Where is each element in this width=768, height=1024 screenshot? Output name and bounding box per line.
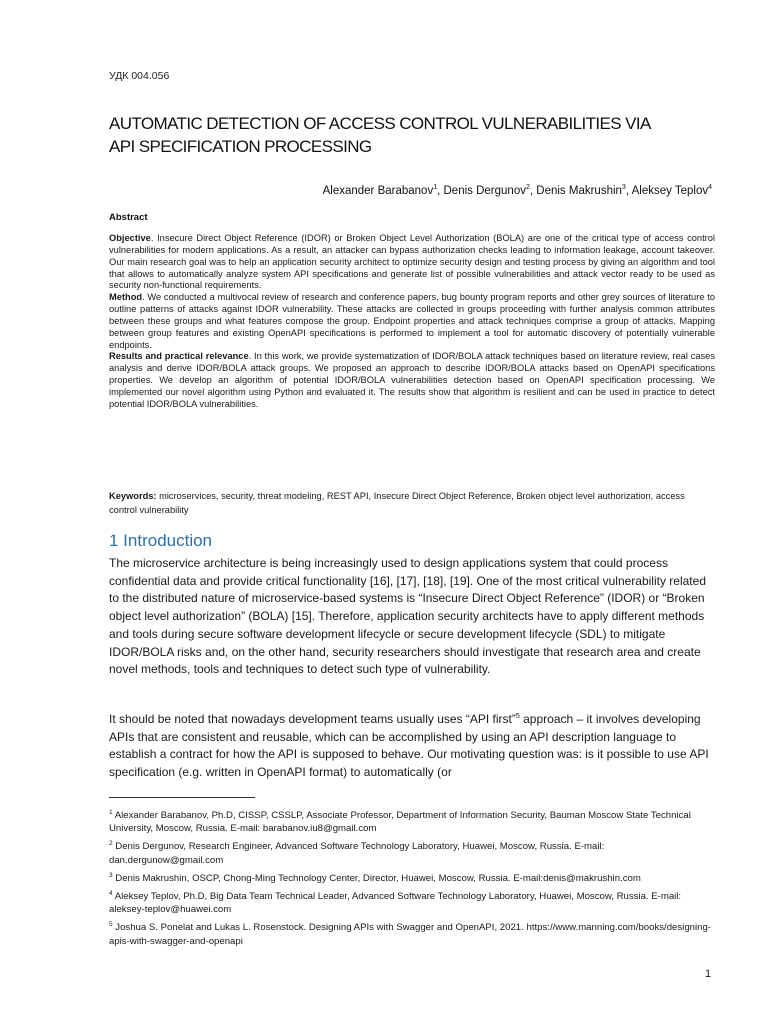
abstract-objective: Objective. Insecure Direct Object Reference (IDOR) or Broken Object Level Authorization (BOLA) are one of the critical type of access control vulnerabilities for modern applications. As a result, an attacker can bypass authorization checks leading to information leakage, account takeover. Our main research goal was to help an application security architect to optimize security design and testing process by giving an algorithm and tool that allows to automatically analyze system API specifications and generate list of possible vulnerabilities and attack vector ready to be used as security non-functional requirements. <box>109 233 715 291</box>
footnote-mark: 3 <box>621 184 626 191</box>
footnote-mark: 4 <box>708 184 712 191</box>
keywords-label: Keywords: <box>109 491 157 501</box>
abstract-results: Results and practical relevance. In this work, we provide systematization of IDOR/BOLA attack techniques based on literature review, real cases analysis and derive IDOR/BOLA attack groups. We proposed an approach to describe IDOR/BOLA attacks based on OpenAPI specifications properties. We develop an algorithm of potential IDOR/BOLA vulnerabilities detection based on OpenAPI specification processing. We implemented our novel algorithm using Python and evaluated it. The results show that algorithm is resilient and can be used in practice to detect potential IDOR/BOLA vulnerabilities. <box>109 351 715 409</box>
introduction-paragraph: The microservice architecture is being increasingly used to design applications system that could process confidential data and provide critical functionality [16], [17], [18], [19]. One of the most critical vulnerability related to the distributed nature of microservice-based systems is “Insecure Direct Object Reference” (IDOR) or “Broken object level authorization” (BOLA) [15]. Therefore, application security architects have to apply different methods and tools during secure software development lifecycle or secure development lifecycle (SDL) to mitigate IDOR/BOLA risks and, on the other hand, security researchers should investigate that research area and create novel methods, tools and techniques to detect such type of vulnerability. <box>109 556 706 677</box>
abstract-heading: Abstract <box>109 212 148 223</box>
footnote: $^5$ Joshua S. Ponelat and Lukas L. Rosenstock. Designing APIs with Swagger and OpenAPI, 2021. https://www.manning.com/books/designing-apis-with-swagger-and-openapi <box>109 921 711 947</box>
objective-label: Objective <box>109 233 151 243</box>
footnotes <box>109 806 719 950</box>
udk-code: УДК 004.056 <box>109 70 170 82</box>
footnote-mark: 2 <box>525 184 530 191</box>
footnote: $^1$ Alexander Barabanov, Ph.D, CISSP, CSSLP, Associate Professor, Department of Information Security, Bauman Moscow State Technical University, Moscow, Russia. E-mail: barabanov.iu8@gmail.com <box>109 809 691 835</box>
footnote: $^4$ Aleksey Teplov, Ph.D, Big Data Team Technical Leader, Advanced Software Technology Laboratory, Huawei, Moscow, Russia. E-mail: aleksey-teplov@huawei.com <box>109 890 682 916</box>
method-label: Method <box>109 292 143 303</box>
author-list <box>323 184 712 197</box>
abstract-method: Method. We conducted a multivocal review of research and conference papers, bug bounty program reports and other grey sources of literature to outline patterns of attacks against IDOR vulnerability. These attacks are collected in groups proceeding with further analysis common attributes between these groups and what features compose the group. Endpoint properties and attack techniques comprise a group of attacks. Mapping between group features and existing OpenAPI specifications is performed to implement a tool for automatic discovery of potentially vulnerable endpoints. <box>109 292 715 350</box>
footnote-separator <box>109 797 255 798</box>
footnote-mark: 5 <box>515 713 520 720</box>
author: Denis Makrushin$^3$, <box>536 184 632 197</box>
author: Denis Dergunov$^2$, <box>443 184 537 197</box>
introduction-paragraph: It should be noted that nowadays development teams usually uses “API first”$^5$ approach – it involves developing APIs that are consistent and reusable, which can be accomplished by using an API description language to establish a contract for how the API is supposed to behave. Our motivating question was: is it possible to use API specification (e.g. written in OpenAPI format) to automatically (or <box>109 712 709 780</box>
footnote: $^3$ Denis Makrushin, OSCP, Chong-Ming Technology Center, Director, Huawei, Moscow, Russia. E-mail:denis@makrushin.com <box>109 871 641 884</box>
paper-title: AUTOMATIC DETECTION OF ACCESS CONTROL VULNERABILITIES VIA API SPECIFICATION PROCESSING <box>109 114 650 156</box>
author: Aleksey Teplov$^4$ <box>631 184 712 197</box>
keywords: Keywords: microservices, security, threat modeling, REST API, Insecure Direct Object Reference, Broken object level authorization, access control vulnerability <box>109 491 685 515</box>
footnote-mark: 1 <box>433 184 438 191</box>
abstract-body <box>109 233 715 411</box>
page-number: 1 <box>705 968 712 980</box>
results-label: Results and practical relevance <box>109 351 249 362</box>
section-heading-introduction: 1 Introduction <box>109 531 213 550</box>
author: Alexander Barabanov$^1$, <box>322 184 444 197</box>
footnote: $^2$ Denis Dergunov, Research Engineer, Advanced Software Technology Laboratory, Huawei, Moscow, Russia. E-mail: dan.dergunow@gmail.com <box>109 840 605 866</box>
